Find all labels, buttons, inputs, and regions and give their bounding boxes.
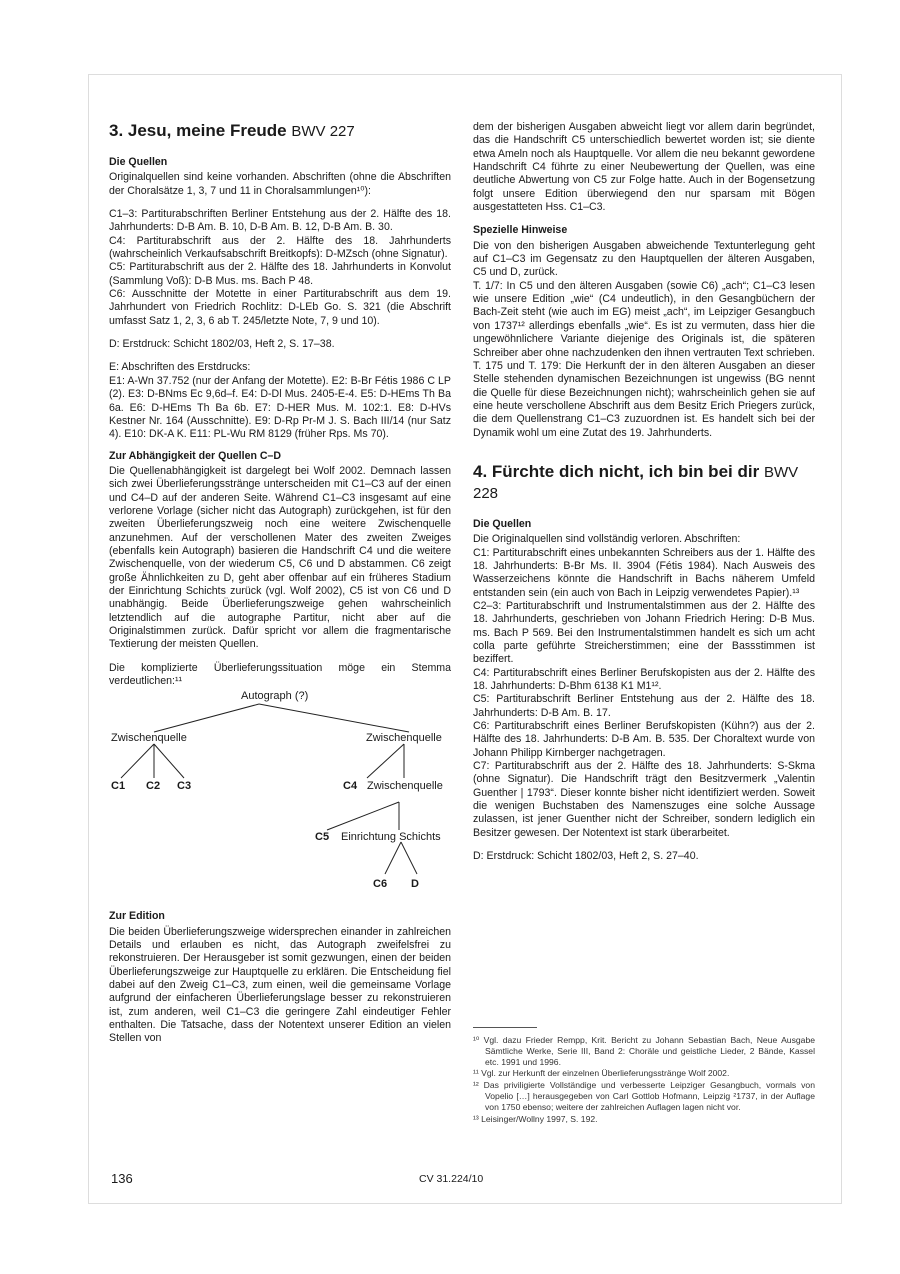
footnotes (473, 1035, 815, 1125)
document-page (88, 74, 842, 1204)
quellen2-intro: Die Originalquellen sind vollständig verloren. Abschriften: (473, 533, 741, 546)
source2-c1: C1: Partiturabschrift eines unbekannten Schreibers aus der 1. Hälfte des 18. Jahrhunderts: B-Br Ms. II. 3904 (Fétis 1984). Nach Ausweis des Wasserzeichens könnte die Handschrift in Bachs näherem Umfeld entstanden sein (ein auch von Bach in Leipzig verwendetes Papier).¹³ (473, 546, 815, 599)
source2-c6: C6: Partiturabschrift eines Berliner Berufskopisten (Kühn?) aus der 2. Hälfte des 18. Jahrhunderts: D-B Am. B. 535. Der Choraltext wurde von Johann Philipp Kirnberger nachgetragen. (473, 720, 815, 759)
footnote-13: ¹³ Leisinger/Wollny 1997, S. 192. (473, 1113, 598, 1124)
edition-text: Die beiden Überlieferungszweige widersprechen einander in zahlreichen Details und erlauben es nicht, das Autograph zweifelsfrei zu rekonstruieren. Der Herausgeber ist somit gezwungen, einen der beiden Überlieferungszweige zur Hauptquelle zu erklären. Die Entscheidung fiel dabei auf den Zweig C1–C3, zum einen, weil die gemeinsame Vorlage aufgrund der einfacheren Überlieferungslage besser zu rekonstruieren ist, zum anderen, weil C1–C3 die geringere Zahl eindeutiger Fehler enthalten. Die Tatsache, dass der Notentext unserer Edition an vielen Stellen von (109, 925, 451, 1045)
source-e-heading: E: Abschriften des Erstdrucks: (109, 361, 251, 374)
section-heading-bwv227: 3. Jesu, meine Freude BWV 227 (109, 121, 355, 140)
stemma-autograph: Autograph (?) (241, 690, 309, 703)
footnote-10: ¹⁰ Vgl. dazu Frieder Rempp, Krit. Bericht zu Johann Sebastian Bach, Neue Ausgabe Sämtliche Werke, Serie III, Band 2: Choräle und geistliche Lieder, 2 Bände, Kassel etc. 1991 und 1996. (473, 1035, 815, 1067)
source-c4: C4: Partiturabschrift aus der 2. Hälfte des 18. Jahrhunderts (wahrscheinlich Verkaufsabschrift Breitkopfs): D-MZsch (ohne Signatur). (109, 234, 451, 261)
stemma-c3: C3 (177, 780, 192, 793)
stemma-c1: C1 (111, 780, 126, 793)
edition-continued: dem der bisherigen Ausgaben abweicht liegt vor allem darin begründet, das die Handschrift C5 unterschiedlich bewertet worden ist; sie diente etwa Ameln noch als Hauptquelle. Vor allem die neu bekannt gewordene Handschrift C4 führte zu einer Neubewertung der Quellen, was eine deutliche Abwertung von C5 zur Folge hatte. Auch in der Bogensetzung folgt unsere Edition überwiegend den nur sparsam mit Bögen ausgestatteten Hss. C1–C3. (473, 121, 815, 214)
stemma-zwischenquelle-left: Zwischenquelle (111, 732, 187, 745)
source-c6: C6: Ausschnitte der Motette in einer Partiturabschrift aus dem 19. Jahrhundert von Friedrich Rochlitz: D-LEb Go. S. 321 (die Abschrift umfasst Satz 1, 2, 3, 6 ab T. 245/letzte Note, 7, 9 und 10). (109, 288, 451, 327)
hinweise-p3: T. 175 und T. 179: Die Herkunft der in den älteren Ausgaben an dieser Stelle stehenden dynamischen Bezeichnungen ist ungewiss (BG nennt die Quelle für diese Bezeichnungen nicht); wahrscheinlich gehen sie auf eine heute verschollene Abschrift aus dem Besitz Erich Priegers zurück, die dem Quellenstrang C1–C3 zuzuordnen ist. Es handelt sich bei der Dynamik wohl um eine Zutat des 19. Jahrhunderts. (473, 359, 815, 439)
source-c1-3: C1–3: Partiturabschriften Berliner Entstehung aus der 2. Hälfte des 18. Jahrhunderts: D-B Am. B. 10, D-B Am. B. 12, D-B Am. B. 30. (109, 208, 451, 234)
heading-abhaengigkeit: Zur Abhängigkeit der Quellen C–D (109, 449, 282, 462)
right-column (473, 121, 815, 864)
stemma-c4: C4 (343, 780, 358, 793)
section-heading-bwv228: 4. Fürchte dich nicht, ich bin bei dir BWV 228 (473, 461, 799, 502)
footnote-11: ¹¹ Vgl. zur Herkunft der einzelnen Überlieferungsstränge Wolf 2002. (473, 1068, 730, 1079)
left-column (109, 121, 451, 1046)
footnote-12: ¹² Das priviligierte Vollständige und verbesserte Leipziger Gesangbuch, vormals von Vopelio […] herausgegeben von Carl Gottlob Hofmann, Leipzig ²1737, in der Auflage von 1750 ebenso; weitere der zahlreichen Auflagen lagen nicht vor. (473, 1080, 815, 1112)
source-c5: C5: Partiturabschrift aus der 2. Hälfte des 18. Jahrhunderts in Konvolut (Sammlung Voß): D-B Mus. ms. Bach P 48. (109, 261, 451, 287)
catalog-number: CV 31.224/10 (419, 1173, 484, 1185)
source-d: D: Erstdruck: Schicht 1802/03, Heft 2, S. 17–38. (109, 338, 335, 351)
stemma-c2: C2 (146, 780, 161, 793)
heading-die-quellen-2: Die Quellen (473, 517, 532, 530)
source2-c4: C4: Partiturabschrift eines Berliner Berufskopisten aus der 2. Hälfte des 18. Jahrhunderts: D-Bhm 6138 K1 M1¹². (473, 666, 815, 693)
stemma-intro: Die komplizierte Überlieferungssituation möge ein Stemma verdeutlichen:¹¹ (109, 661, 451, 688)
stemma-einrichtung-schichts: Einrichtung Schichts (341, 831, 441, 844)
source2-c7: C7: Partiturabschrift aus der 2. Hälfte des 18. Jahrhunderts: S-Skma (ohne Signatur). Die Handschrift trägt den Besitzvermerk „Valentin Guenther | 1793“. Dieser konnte bisher nicht identifiziert werden. Soweit die wenigen Buchstaben des Namenszuges eine solche Aussage zulassen, ist jener Guenther nicht der Schreiber, sondern lediglich ein Besitzer gewesen. Der Notentext ist stark überarbeitet. (473, 760, 815, 839)
footnote-rule (473, 1027, 537, 1028)
hinweise-p2: T. 1/7: In C5 und den älteren Ausgaben (sowie C6) „ach“; C1–C3 lesen wie unsere Edition „wie“ (C4 undeutlich), in den Gesangbüchern der Bach-Zeit steht (wie auch im EG) meist „ach“, im Leipziger Gesangbuch von 1737¹² allerdings ebenfalls „wie“. Es ist zu vermuten, dass hier die ungewöhnlichere Variante diejenige des Originals ist, die späteren Schreiber aber ohne nachzudenken den ihnen vertrauten Text schrieben. (473, 279, 815, 359)
source2-c5: C5: Partiturabschrift Berliner Entstehung aus der 2. Hälfte des 18. Jahrhunderts: D-B Am. B. 17. (473, 693, 815, 719)
stemma-zwischenquelle-c4: Zwischenquelle (367, 780, 443, 793)
stemma-zwischenquelle-right: Zwischenquelle (366, 732, 442, 745)
stemma-c5: C5 (315, 831, 330, 844)
source2-c2-3: C2–3: Partiturabschrift und Instrumentalstimmen aus der 2. Hälfte des 18. Jahrhunderts, geschrieben von Johann Friedrich Hering: D-B Mus. ms. Bach P 569. Bei den Instrumentalstimmen handelt es sich um acht colla parte geführte Streicherstimmen; eine der Bassstimmen ist beziffert. (473, 599, 815, 666)
page-number: 136 (111, 1171, 133, 1186)
hinweise-p1: Die von den bisherigen Ausgaben abweichende Textunterlegung geht auf C1–C3 im Gegensatz zu den Hauptquellen der älteren Ausgaben, C5 und D, zurück. (473, 239, 815, 279)
stemma-lines (109, 692, 451, 902)
heading-spezielle-hinweise: Spezielle Hinweise (473, 224, 568, 237)
heading-die-quellen: Die Quellen (109, 156, 168, 168)
source-e-list: E1: A-Wn 37.752 (nur der Anfang der Motette). E2: B-Br Fétis 1986 C LP (2). E3: D-BNms Ec 9,6d–f. E4: D-Dl Mus. 2405-E-4. E5: D-HEms Th Ba 6a. E6: D-HEms Th Ba 6b. E7: D-HER Mus. M. 102:1. E8: D-HVs Kestner Nr. 164 (Ausschnitte). E9: D-Rp Pr-M J. S. Bach III/14 (nur Satz 4). E10: DK-A K. E11: PL-Wu RM 8129 (früher Rps. Ms 70). (109, 374, 451, 441)
heading-zur-edition: Zur Edition (109, 910, 165, 923)
source2-d: D: Erstdruck: Schicht 1802/03, Heft 2, S. 27–40. (473, 850, 699, 863)
stemma-c6: C6 (373, 878, 388, 891)
abhaengigkeit-text: Die Quellenabhängigkeit ist dargelegt bei Wolf 2002. Demnach lassen sich zwei Überlieferungsstränge unterscheiden mit C1–C3 auf der einen und C4–D auf der anderen Seite. Während C1–C3 insgesamt auf eine verlorene Vorlage (sicher nicht das Autograph) zurückgehen, ist für den zweiten Überlieferungszweig noch eine weitere Zwischenquelle anzunehmen. Auf der verschollenen Mater des zweiten Zweiges (ebenfalls kein Autograph) basieren die Handschrift C4 und die weitere Zwischenquelle, von der wiederum C5, C6 und D abstammen. C6 zeigt große Ähnlichkeiten zu D, geht aber offenbar auf ein früheres Stadium der Einrichtung Schichts zurück (vgl. Wolf 2002), C5 ist von C6 und D unabhängig. Beide Überlieferungszweige gehen wahrscheinlich letztendlich auf die autographe Partitur, nicht aber auf die Originalstimmen zurück. Dafür spricht vor allem die fragmentarische Textierung der meisten Quellen. (109, 464, 451, 651)
stemma-d: D (411, 878, 419, 891)
stemma-diagram (109, 692, 451, 902)
quellen-intro: Originalquellen sind keine vorhanden. Abschriften (ohne die Abschriften der Choralsätze 1, 3, 7 und 11 in Choralsammlungen¹⁰): (109, 171, 451, 197)
